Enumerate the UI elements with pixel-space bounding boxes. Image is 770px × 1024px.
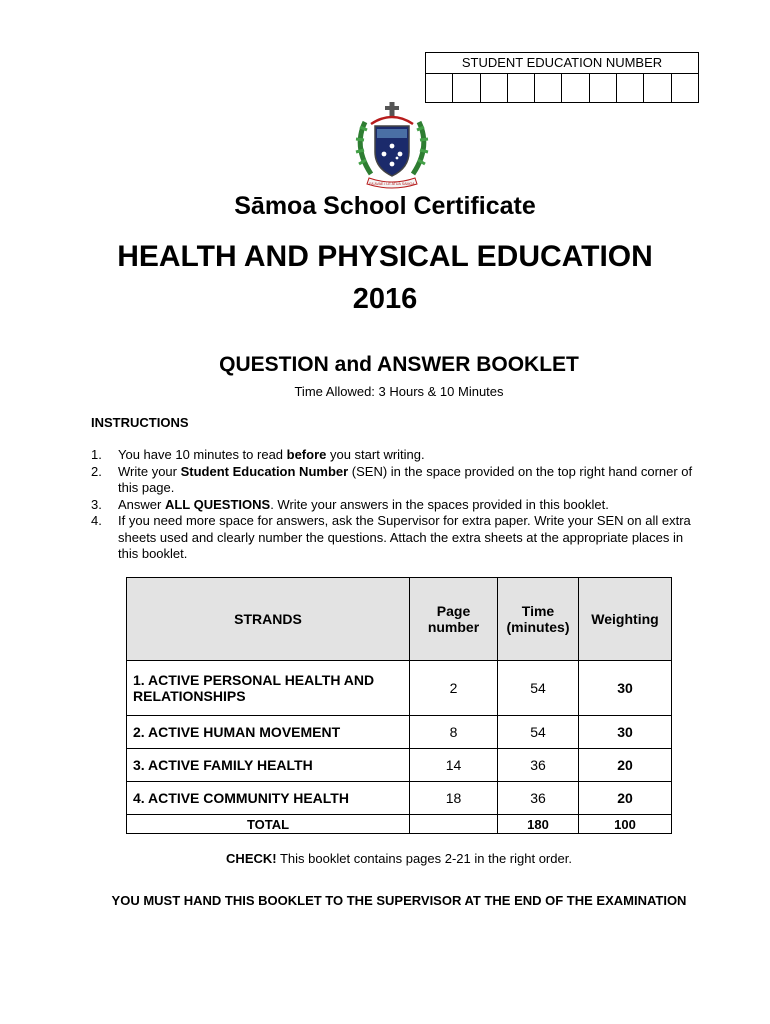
strand-page: 8 xyxy=(410,716,498,749)
strand-time: 36 xyxy=(498,782,579,815)
booklet-title: QUESTION and ANSWER BOOKLET xyxy=(219,353,579,376)
table-row xyxy=(127,749,672,782)
instruction-number: 2. xyxy=(91,463,102,479)
check-lead: CHECK! xyxy=(226,851,277,866)
instruction-text: Write your Student Education Number (SEN) in the space provided on the top right hand corner of this page. xyxy=(118,463,693,495)
sen-digit-cell xyxy=(590,74,617,102)
instruction-number: 1. xyxy=(91,447,102,462)
instruction-number: 4. xyxy=(91,513,102,528)
instruction-text: You have 10 minutes to read before you start writing. xyxy=(118,447,425,462)
instruction-item xyxy=(91,464,701,497)
strand-name: 3. ACTIVE FAMILY HEALTH xyxy=(127,749,410,782)
sen-box xyxy=(425,52,699,103)
header-time: Time (minutes) xyxy=(498,578,579,661)
subject-title: HEALTH AND PHYSICAL EDUCATION xyxy=(117,240,653,273)
total-label: TOTAL xyxy=(127,815,410,834)
sen-digit-cell xyxy=(508,74,535,102)
table-row xyxy=(127,661,672,716)
instruction-item xyxy=(91,513,701,563)
strand-weighting: 30 xyxy=(579,716,672,749)
sen-digit-cell xyxy=(453,74,480,102)
time-allowed: Time Allowed: 3 Hours & 10 Minutes xyxy=(294,384,504,399)
sen-digit-cell xyxy=(644,74,671,102)
instruction-text: Answer ALL QUESTIONS. Write your answers in the spaces provided in this booklet. xyxy=(118,496,609,512)
final-notice: YOU MUST HAND THIS BOOKLET TO THE SUPERVISOR AT THE END OF THE EXAMINATION xyxy=(111,893,687,908)
strand-page: 2 xyxy=(410,661,498,716)
sen-digit-cell xyxy=(617,74,644,102)
instruction-text: If you need more space for answers, ask the Supervisor for extra paper. Write your SEN on all extra sheets used and clearly number the questions. Attach the extra sheets at the appropriate places in this booklet. xyxy=(118,513,691,561)
exam-year: 2016 xyxy=(352,283,418,315)
samoa-crest-emblem xyxy=(347,102,437,192)
check-notice xyxy=(0,851,770,866)
sen-digit-cell xyxy=(672,74,698,102)
strands-table xyxy=(126,577,672,834)
strand-time: 54 xyxy=(498,716,579,749)
header-page-number: Page number xyxy=(410,578,498,661)
strand-weighting: 20 xyxy=(579,749,672,782)
sen-label: STUDENT EDUCATION NUMBER xyxy=(426,53,698,74)
strand-time: 36 xyxy=(498,749,579,782)
total-weighting: 100 xyxy=(579,815,672,834)
table-header-row xyxy=(127,578,672,661)
table-row xyxy=(127,716,672,749)
strand-name: 2. ACTIVE HUMAN MOVEMENT xyxy=(127,716,410,749)
sen-cells xyxy=(426,74,698,102)
strand-page: 18 xyxy=(410,782,498,815)
instruction-number: 3. xyxy=(91,496,102,512)
instructions-heading: INSTRUCTIONS xyxy=(91,415,189,430)
check-text: This booklet contains pages 2-21 in the right order. xyxy=(276,851,572,866)
instruction-item xyxy=(91,497,701,514)
table-row xyxy=(127,782,672,815)
header-weighting: Weighting xyxy=(579,578,672,661)
instruction-item xyxy=(91,447,701,464)
strand-name: 4. ACTIVE COMMUNITY HEALTH xyxy=(127,782,410,815)
header-strands: STRANDS xyxy=(127,578,410,661)
strand-time: 54 xyxy=(498,661,579,716)
instructions-list xyxy=(91,447,701,563)
strand-weighting: 30 xyxy=(579,661,672,716)
strand-page: 14 xyxy=(410,749,498,782)
sen-digit-cell xyxy=(481,74,508,102)
total-time: 180 xyxy=(498,815,579,834)
strand-weighting: 20 xyxy=(579,782,672,815)
sen-digit-cell xyxy=(535,74,562,102)
sen-digit-cell xyxy=(562,74,589,102)
sen-digit-cell xyxy=(426,74,453,102)
certificate-title: Sāmoa School Certificate xyxy=(234,192,536,220)
strand-name: 1. ACTIVE PERSONAL HEALTH AND RELATIONSHIPS xyxy=(127,661,410,716)
svg-text:FA'AVAE I LE ATUA SAMOA: FA'AVAE I LE ATUA SAMOA xyxy=(369,182,415,186)
total-page xyxy=(410,815,498,834)
table-total-row xyxy=(127,815,672,834)
